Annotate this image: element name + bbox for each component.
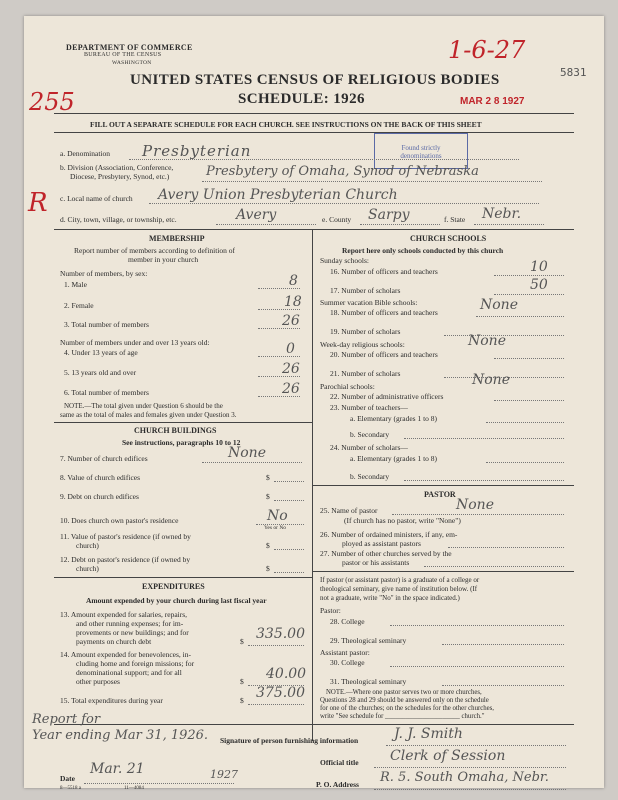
department: DEPARTMENT OF COMMERCE — [66, 43, 193, 52]
date-value[interactable]: Mar. 21 — [90, 761, 145, 777]
pastor-subhead: Pastor: — [320, 606, 341, 615]
q13-value[interactable]: 335.00 — [256, 626, 305, 642]
received-stamp-date: MAR 2 8 1927 — [460, 96, 525, 107]
form-number-2: 11—4084 — [124, 786, 144, 791]
denomination-value[interactable]: Presbyterian — [142, 142, 252, 160]
stamp-text: Found strictly — [401, 144, 441, 152]
q25-note: (If church has no pastor, write "None") — [344, 516, 461, 525]
signature-label: Signature of person furnishing information — [220, 736, 359, 745]
age-intro: Number of members under and over 13 years old: — [60, 338, 210, 347]
q20-label: 20. Number of officers and teachers — [330, 350, 438, 359]
membership-note-2: same as the total of males and females given under Question 3. — [60, 411, 237, 419]
q26-label-1: 26. Number of ordained ministers, if any, em- — [320, 530, 458, 539]
pastor-note-4: write "See schedule for ______________________ church." — [320, 713, 485, 720]
q24a-label: a. Elementary (grades 1 to 8) — [350, 454, 438, 463]
county-value[interactable]: Sarpy — [368, 207, 410, 223]
instruction-line: FILL OUT A SEPARATE SCHEDULE FOR EACH CHURCH. SEE INSTRUCTIONS ON THE BACK OF THIS SHEET — [90, 120, 482, 129]
q6-value[interactable]: 26 — [282, 381, 300, 397]
q28-label: 28. College — [330, 617, 365, 626]
stamp-text-2: denominations — [400, 152, 442, 160]
form-subtitle: SCHEDULE: 1926 — [238, 91, 365, 107]
official-title-value[interactable]: Clerk of Session — [390, 748, 506, 764]
q8-label: 8. Value of church edifices — [60, 473, 141, 482]
division-value[interactable]: Presbytery of Omaha, Synod of Nebraska — [206, 164, 479, 179]
q29-label: 29. Theological seminary — [330, 636, 407, 645]
division-label-1: b. Division (Association, Conference, — [60, 163, 174, 172]
q7-label: 7. Number of church edifices — [60, 454, 148, 463]
form-title: UNITED STATES CENSUS OF RELIGIOUS BODIES — [130, 72, 500, 88]
sunday-label: Sunday schools: — [320, 256, 369, 265]
weekday-value[interactable]: None — [468, 333, 506, 349]
report-note-1: Report for — [32, 712, 101, 727]
q3-label: 3. Total number of members — [64, 320, 149, 329]
q11-dollar: $ — [266, 541, 270, 550]
membership-title: MEMBERSHIP — [149, 234, 205, 243]
q10-value[interactable]: No — [267, 508, 288, 524]
q11-label-1: 11. Value of pastor's residence (if owned by — [60, 532, 191, 541]
q24b-label: b. Secondary — [350, 472, 390, 481]
division-label-2: Diocese, Presbytery, Synod, etc.) — [70, 172, 170, 181]
grad-note-1: If pastor (or assistant pastor) is a graduate of a college or — [320, 576, 480, 584]
state-label: f. State — [444, 215, 466, 224]
q22-label: 22. Number of administrative officers — [330, 392, 444, 401]
schools-title: CHURCH SCHOOLS — [410, 234, 487, 243]
po-address-label: P. O. Address — [316, 780, 359, 789]
membership-intro-2: member in your church — [128, 255, 199, 264]
q7-value[interactable]: None — [228, 445, 266, 461]
city: WASHINGTON — [112, 60, 152, 66]
schools-intro: Report here only schools conducted by this church — [342, 246, 504, 255]
grad-note-2: theological seminary, give name of institution below. (If — [320, 585, 478, 593]
q13-label-4: payments on church debt — [76, 637, 152, 646]
church-name-value[interactable]: Avery Union Presbyterian Church — [158, 187, 398, 203]
assistant-subhead: Assistant pastor: — [320, 648, 370, 657]
weekday-label: Week-day religious schools: — [320, 340, 405, 349]
red-date: 1-6-27 — [448, 36, 526, 64]
q23-label: 23. Number of teachers— — [330, 403, 408, 412]
membership-note-1: NOTE.—The total given under Question 6 should be the — [64, 402, 223, 410]
q3-value[interactable]: 26 — [282, 313, 300, 329]
q12-dollar: $ — [266, 564, 270, 573]
membership-intro-1: Report number of members according to definition of — [74, 246, 235, 255]
q17-value[interactable]: 50 — [530, 277, 548, 293]
form-number: 8—5518 a — [60, 786, 81, 791]
q14-value[interactable]: 40.00 — [266, 666, 307, 682]
q30-label: 30. College — [330, 658, 365, 667]
report-note-2: Year ending Mar 31, 1926. — [32, 728, 209, 743]
county-label: e. County — [322, 215, 352, 224]
q5-label: 5. 13 years old and over — [64, 368, 137, 377]
q12-label-1: 12. Debt on pastor's residence (if owned by — [60, 555, 191, 564]
q23a-label: a. Elementary (grades 1 to 8) — [350, 414, 438, 423]
pastor-note-3: for one of the churches; on the schedules for the other churches, — [320, 705, 495, 712]
city-value[interactable]: Avery — [236, 207, 277, 223]
bureau: BUREAU OF THE CENSUS — [84, 52, 162, 58]
q18-value[interactable]: None — [480, 297, 518, 313]
q12-label-2: church) — [76, 564, 99, 573]
city-label: d. City, town, village, or township, etc. — [60, 215, 177, 224]
expenditures-title: EXPENDITURES — [142, 582, 205, 591]
q13-label-1: 13. Amount expended for salaries, repairs, — [60, 610, 188, 619]
q25-value[interactable]: None — [456, 497, 494, 513]
q16-value[interactable]: 10 — [530, 259, 548, 275]
q14-dollar: $ — [240, 677, 244, 686]
census-form — [24, 16, 604, 791]
q14-label-2: cluding home and foreign missions; for — [76, 659, 195, 668]
pastor-note-1: NOTE.—Where one pastor serves two or more churches, — [326, 689, 482, 696]
expenditures-intro: Amount expended by your church during last fiscal year — [86, 596, 267, 605]
q9-dollar: $ — [266, 492, 270, 501]
pastor-note-2: Questions 28 and 29 should be answered only on the schedule — [320, 697, 489, 704]
date-label: Date — [60, 774, 75, 783]
q9-label: 9. Debt on church edifices — [60, 492, 139, 501]
parochial-value[interactable]: None — [472, 372, 510, 388]
state-value[interactable]: Nebr. — [482, 206, 522, 222]
q31-label: 31. Theological seminary — [330, 677, 407, 686]
q15-label: 15. Total expenditures during year — [60, 696, 163, 705]
yes-no-hint: Yes or No — [264, 525, 287, 531]
q27-label-2: pastor or his assistants — [342, 558, 410, 567]
q13-label-3: provements or new buildings; and for — [76, 628, 189, 637]
q26-label-2: ployed as assistant pastors — [342, 539, 421, 548]
q11-label-2: church) — [76, 541, 99, 550]
q14-label-1: 14. Amount expended for benevolences, in- — [60, 650, 192, 659]
q15-value[interactable]: 375.00 — [256, 685, 305, 701]
q18-label: 18. Number of officers and teachers — [330, 308, 438, 317]
q25-label: 25. Name of pastor — [320, 506, 378, 515]
q5-value[interactable]: 26 — [282, 361, 300, 377]
q14-label-3: denominational support; and for all — [76, 668, 182, 677]
q19-label: 19. Number of scholars — [330, 327, 401, 336]
po-address-value[interactable]: R. 5. South Omaha, Nebr. — [380, 770, 549, 785]
buildings-title: CHURCH BUILDINGS — [134, 426, 217, 435]
q4-label: 4. Under 13 years of age — [64, 348, 138, 357]
q6-label: 6. Total number of members — [64, 388, 149, 397]
corner-number: 5831 — [560, 66, 587, 79]
parochial-label: Parochial schools: — [320, 382, 375, 391]
q10-label: 10. Does church own pastor's residence — [60, 516, 179, 525]
grad-note-3: not a graduate, write "No" in the space indicated.) — [320, 594, 460, 602]
q16-label: 16. Number of officers and teachers — [330, 267, 438, 276]
red-letter: R — [28, 188, 48, 218]
q17-label: 17. Number of scholars — [330, 286, 401, 295]
denomination-label: a. Denomination — [60, 149, 110, 158]
q15-dollar: $ — [240, 696, 244, 705]
church-name-label: c. Local name of church — [60, 194, 133, 203]
q13-label-2: and other running expenses; for im- — [76, 619, 184, 628]
q14-label-4: other purposes — [76, 677, 120, 686]
q23b-label: b. Secondary — [350, 430, 390, 439]
q13-dollar: $ — [240, 637, 244, 646]
summer-label: Summer vacation Bible schools: — [320, 298, 418, 307]
buildings-sub: See instructions, paragraphs 10 to 12 — [122, 438, 241, 447]
red-number: 255 — [29, 88, 75, 116]
signature-value[interactable]: J. J. Smith — [394, 726, 463, 742]
q4-value[interactable]: 0 — [286, 341, 295, 357]
q2-label: 2. Female — [64, 301, 94, 310]
q1-value[interactable]: 8 — [289, 273, 298, 289]
q27-label-1: 27. Number of other churches served by the — [320, 549, 452, 558]
by-sex-label: Number of members, by sex: — [60, 269, 148, 278]
q1-label: 1. Male — [64, 280, 87, 289]
official-title-label: Official title — [320, 758, 359, 767]
q2-value[interactable]: 18 — [284, 294, 302, 310]
q21-label: 21. Number of scholars — [330, 369, 401, 378]
q8-dollar: $ — [266, 473, 270, 482]
pastor-title: PASTOR — [424, 490, 456, 499]
date-year: 1927 — [210, 768, 238, 781]
q24-label: 24. Number of scholars— — [330, 443, 408, 452]
